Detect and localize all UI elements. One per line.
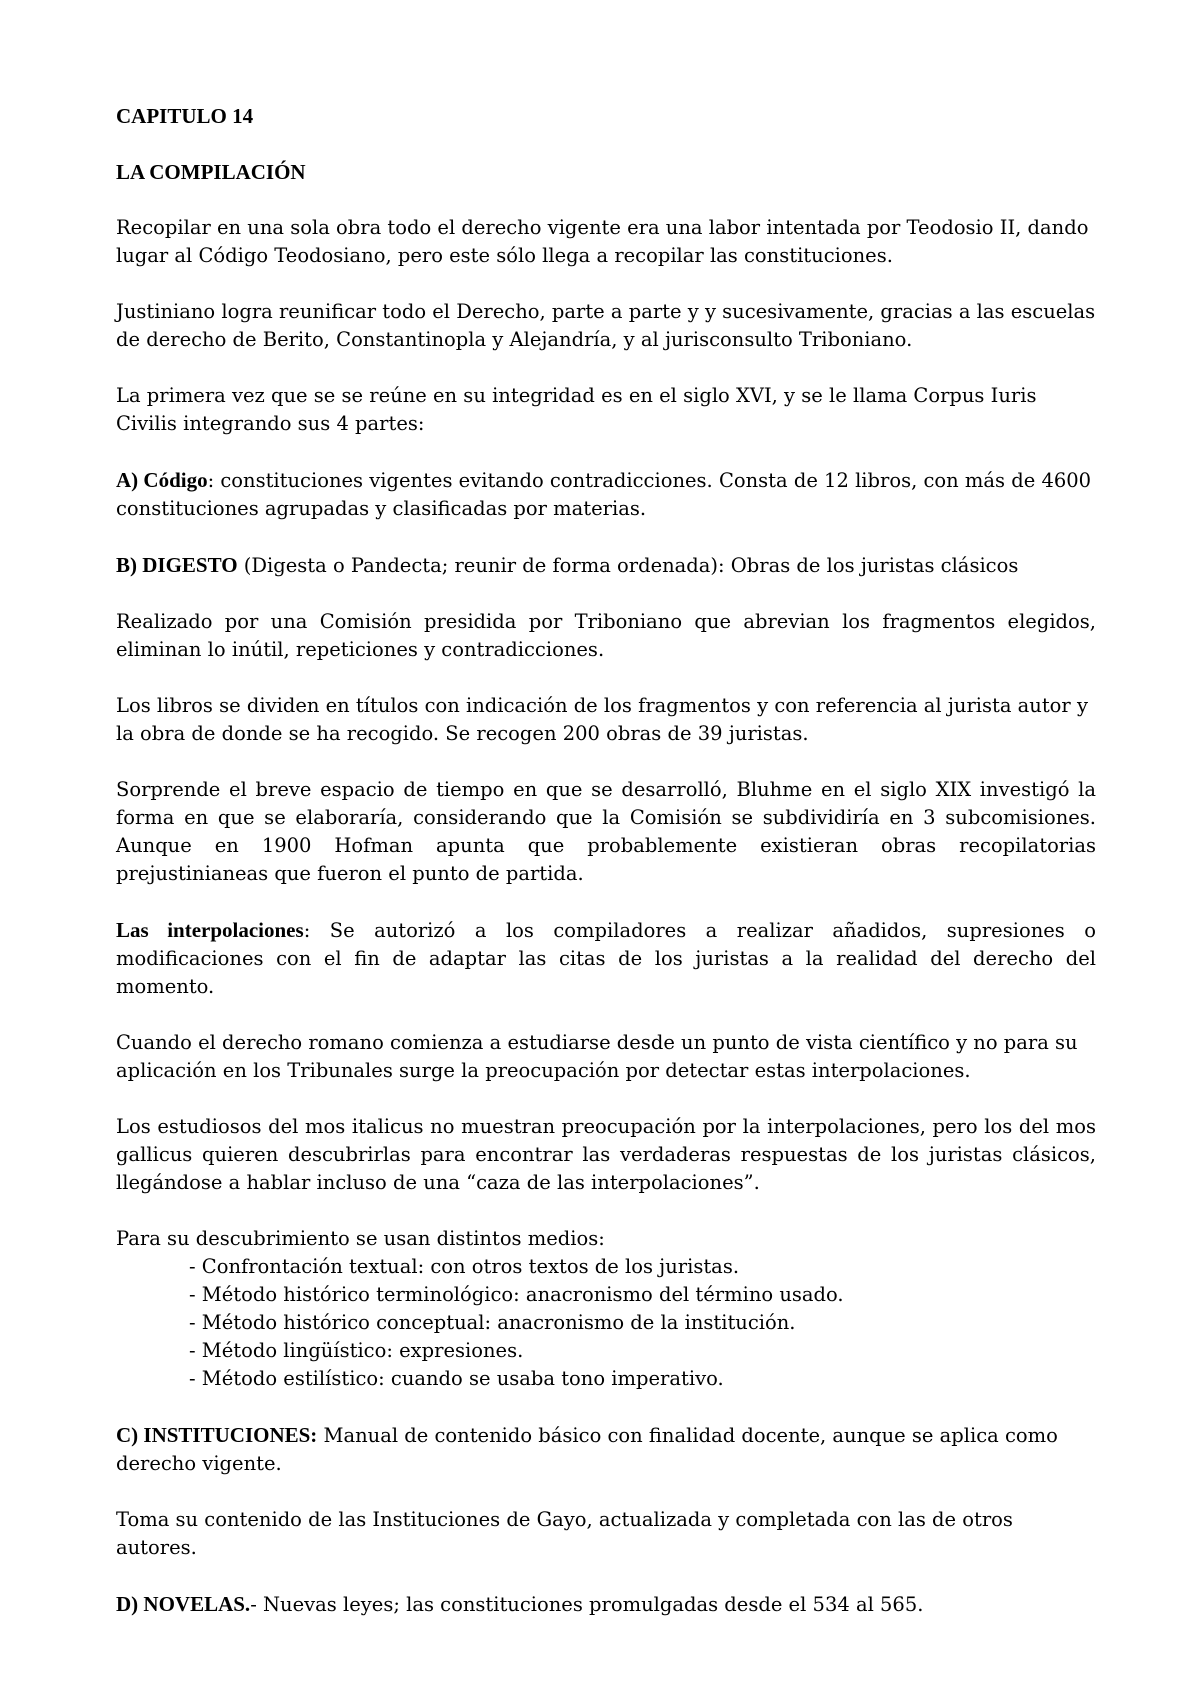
section-title: LA COMPILACIÓN bbox=[116, 160, 306, 184]
methods-section bbox=[116, 1225, 1096, 1393]
paragraph-gayo: Toma su contenido de las Instituciones de Gayo, actualizada y completada con las de otros autores. bbox=[116, 1508, 1013, 1559]
interpolaciones-text: : Se autorizó a los compiladores a realizar añadidos, supresiones o modificaciones con el fin de adaptar las citas de los juristas a la realidad del derecho del momento. bbox=[116, 919, 1096, 998]
paragraph-novelas bbox=[116, 1590, 1096, 1619]
document-page bbox=[116, 102, 1096, 1647]
paragraph-mos: Los estudiosos del mos italicus no muestran preocupación por la interpolaciones, pero los del mos gallicus quieren descubrirlas para encontrar las verdaderas respuestas de los juristas clásicos, llegándose a hablar incluso de una “caza de las interpolaciones”. bbox=[116, 1115, 1096, 1194]
codigo-text: : constituciones vigentes evitando contradicciones. Consta de 12 libros, con más de 4600 constituciones agrupadas y clasificadas por materias. bbox=[116, 469, 1092, 520]
paragraph-interpolaciones bbox=[116, 916, 1096, 1001]
paragraph-bluhme: Sorprende el breve espacio de tiempo en que se desarrolló, Bluhme en el siglo XIX investigó la forma en que se elaboraría, considerando que la Comisión se subdividiría en 3 subcomisiones. Aunque en 1900 Hofman apunta que probablemente existieran obras recopilatorias prejustinianeas que fueron el punto de partida. bbox=[116, 778, 1096, 885]
list-item: - Método histórico terminológico: anacronismo del término usado. bbox=[189, 1283, 844, 1306]
paragraph-digesto bbox=[116, 551, 1096, 580]
novelas-label: D) NOVELAS. bbox=[116, 1592, 251, 1616]
interpolaciones-label: Las interpolaciones bbox=[116, 918, 304, 942]
instituciones-text: Manual de contenido básico con finalidad docente, aunque se aplica como derecho vigente. bbox=[116, 1424, 1058, 1475]
chapter-heading: CAPITULO 14 bbox=[116, 104, 254, 128]
codigo-label: A) Código bbox=[116, 468, 208, 492]
digesto-label: B) DIGESTO bbox=[116, 553, 238, 577]
paragraph-corpus: La primera vez que se se reúne en su integridad es en el siglo XVI, y se le llama Corpus Iuris Civilis integrando sus 4 partes: bbox=[116, 384, 1037, 435]
novelas-text: - Nuevas leyes; las constituciones promulgadas desde el 534 al 565. bbox=[250, 1593, 924, 1616]
paragraph-comision: Realizado por una Comisión presidida por Triboniano que abrevian los fragmentos elegidos, eliminan lo inútil, repeticiones y contradicciones. bbox=[116, 610, 1096, 661]
paragraph-medios: Para su descubrimiento se usan distintos medios: bbox=[116, 1227, 605, 1250]
list-item: - Confrontación textual: con otros textos de los juristas. bbox=[189, 1255, 740, 1278]
paragraph-teodosio: Recopilar en una sola obra todo el derecho vigente era una labor intentada por Teodosio II, dando lugar al Código Teodosiano, pero este sólo llega a recopilar las constituciones. bbox=[116, 216, 1089, 267]
methods-list bbox=[116, 1253, 1096, 1393]
paragraph-justiniano: Justiniano logra reunificar todo el Derecho, parte a parte y y sucesivamente, gracias a las escuelas de derecho de Berito, Constantinopla y Alejandría, y al jurisconsulto Triboniano. bbox=[116, 300, 1096, 351]
paragraph-codigo bbox=[116, 466, 1096, 523]
list-item: - Método lingüístico: expresiones. bbox=[189, 1339, 524, 1362]
instituciones-label: C) INSTITUCIONES: bbox=[116, 1423, 318, 1447]
paragraph-derecho-romano: Cuando el derecho romano comienza a estudiarse desde un punto de vista científico y no para su aplicación en los Tribunales surge la preocupación por detectar estas interpolaciones. bbox=[116, 1031, 1078, 1082]
paragraph-libros: Los libros se dividen en títulos con indicación de los fragmentos y con referencia al jurista autor y la obra de donde se ha recogido. Se recogen 200 obras de 39 juristas. bbox=[116, 694, 1088, 745]
digesto-text: (Digesta o Pandecta; reunir de forma ordenada): Obras de los juristas clásicos bbox=[237, 554, 1019, 577]
list-item: - Método estilístico: cuando se usaba tono imperativo. bbox=[189, 1367, 724, 1390]
paragraph-instituciones bbox=[116, 1421, 1096, 1478]
list-item: - Método histórico conceptual: anacronismo de la institución. bbox=[189, 1311, 796, 1334]
